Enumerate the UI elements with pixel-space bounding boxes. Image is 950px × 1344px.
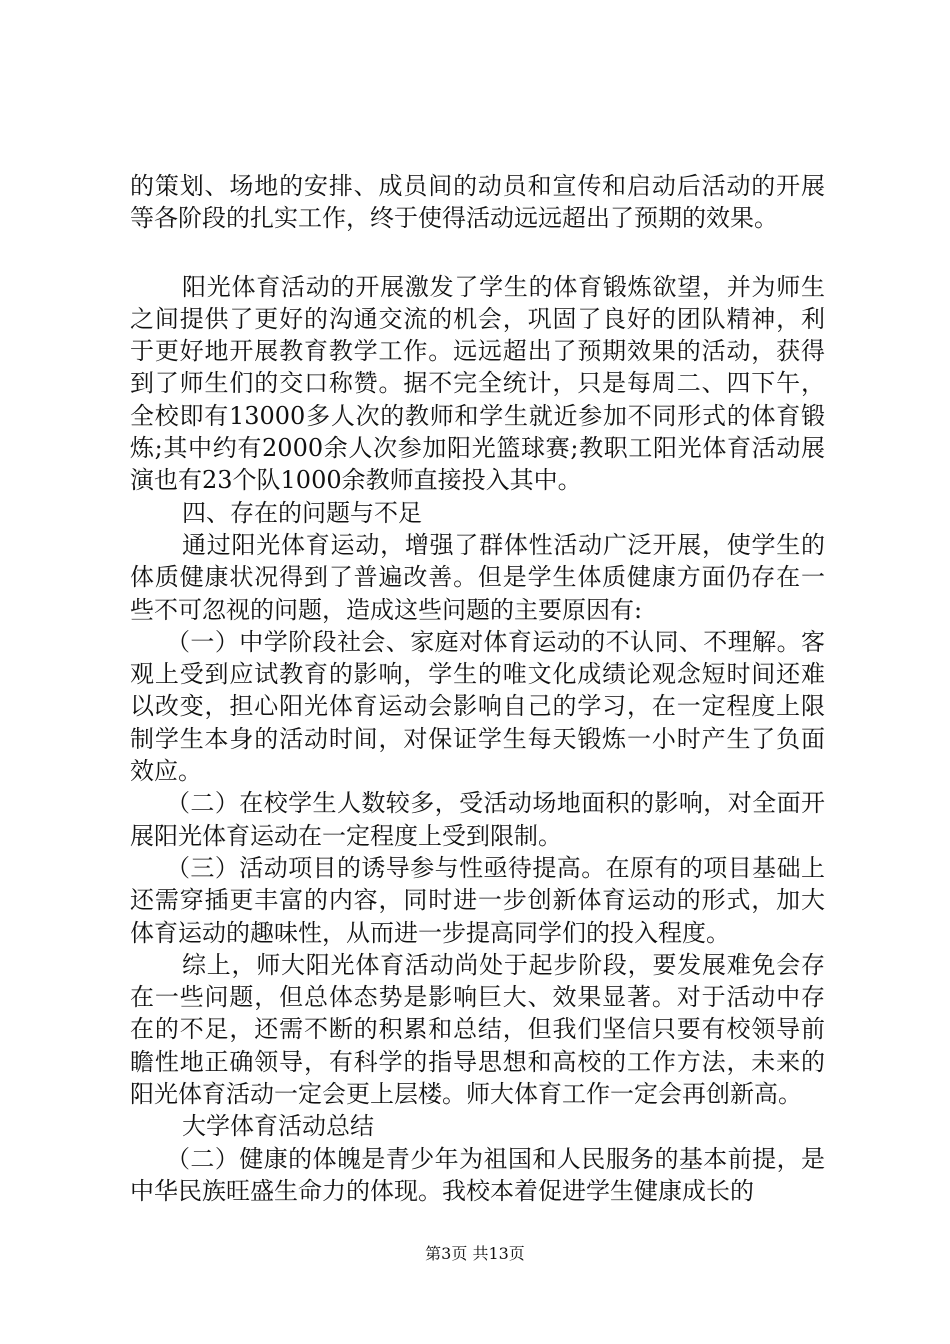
section-heading-problems: 四、存在的问题与不足 <box>182 498 422 527</box>
paragraph-gap <box>130 235 825 271</box>
paragraph-problem-two: （二）在校学生人数较多，受活动场地面积的影响，对全面开展阳光体育运动在一定程度上受到限制。 <box>130 789 825 850</box>
paragraph-conclusion: 综上，师大阳光体育活动尚处于起步阶段，要发展难免会存在一些问题，但总体态势是影响巨大、效果显著。对于活动中存在的不足，还需不断的积累和总结，但我们坚信只要有校领导前瞻性地正确领导，有科学的指导思想和高校的工作方法，未来的阳光体育活动一定会更上层楼。师大体育工作一定会再创新高。 <box>130 950 825 1109</box>
paragraph-continuation: 的策划、场地的安排、成员间的动员和宣传和启动后活动的开展等各阶段的扎实工作，终于使得活动远远超出了预期的效果。 <box>130 172 825 233</box>
page-number-footer: 第3页 共13页 <box>425 1244 525 1263</box>
paragraph-problem-one: （一）中学阶段社会、家庭对体育运动的不认同、不理解。客观上受到应试教育的影响，学生的唯文化成绩论观念短时间还难以改变，担心阳光体育运动会影响自己的学习，在一定程度上限制学生本身的活动时间，对保证学生每天锻炼一小时产生了负面效应。 <box>130 627 825 786</box>
document-body <box>130 170 825 1207</box>
paragraph-activity-effects: 阳光体育活动的开展激发了学生的体育锻炼欲望，并为师生之间提供了更好的沟通交流的机会，巩固了良好的团队精神，利于更好地开展教育教学工作。远远超出了预期效果的活动，获得到了师生们的交口称赞。据不完全统计，只是每周二、四下午，全校即有13000多人次的教师和学生就近参加不同形式的体育锻炼;其中约有2000余人次参加阳光篮球赛;教职工阳光体育活动展演也有23个队1000余教师直接投入其中。 <box>130 272 825 495</box>
paragraph-problems-intro: 通过阳光体育运动，增强了群体性活动广泛开展，使学生的体质健康状况得到了普遍改善。但是学生体质健康方面仍存在一些不可忽视的问题，造成这些问题的主要原因有: <box>130 530 825 624</box>
section-title-summary: 大学体育活动总结 <box>182 1112 374 1141</box>
paragraph-health-intro: （二）健康的体魄是青少年为祖国和人民服务的基本前提，是中华民族旺盛生命力的体现。我校本着促进学生健康成长的 <box>130 1144 825 1205</box>
paragraph-problem-three: （三）活动项目的诱导参与性亟待提高。在原有的项目基础上还需穿插更丰富的内容，同时进一步创新体育运动的形式，加大体育运动的趣味性，从而进一步提高同学们的投入程度。 <box>130 853 825 947</box>
